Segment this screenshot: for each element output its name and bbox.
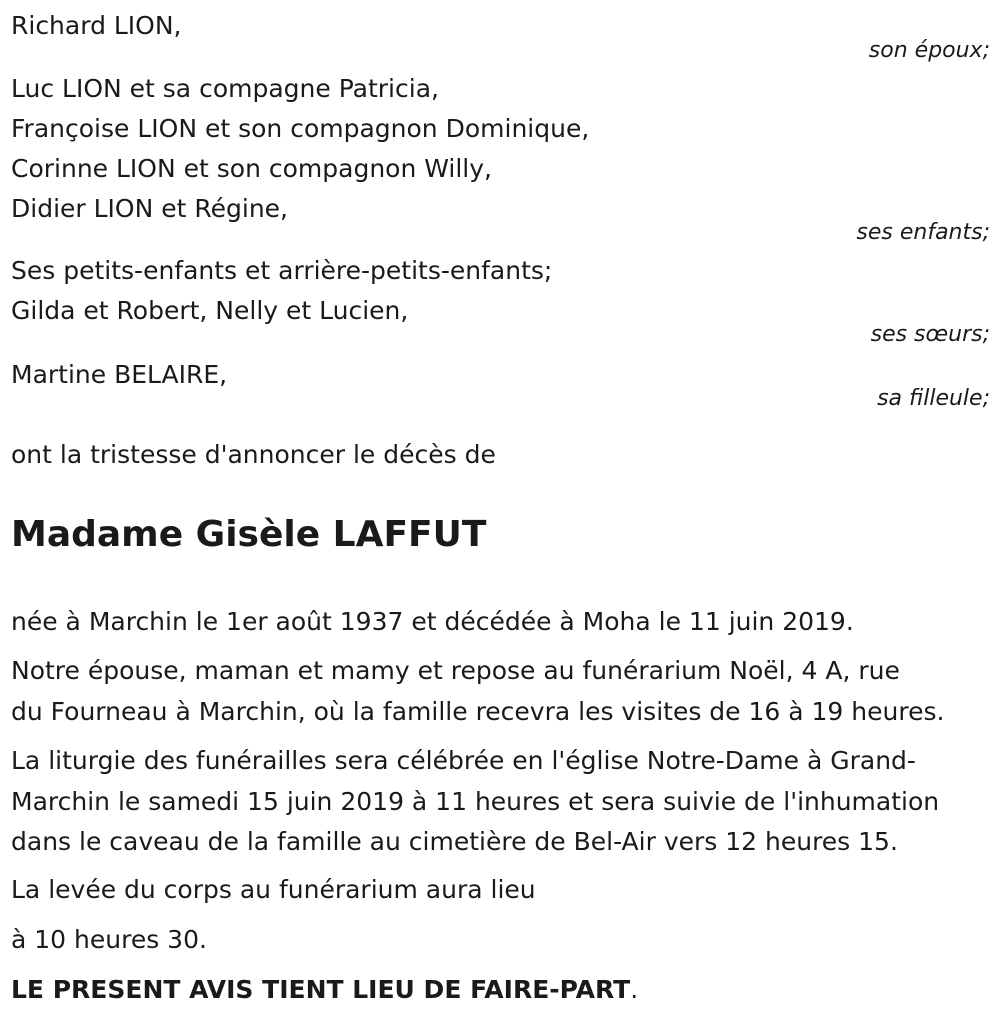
sisters-line: Gilda et Robert, Nelly et Lucien, bbox=[11, 296, 409, 325]
goddaughter-name: Martine BELAIRE, bbox=[11, 360, 228, 389]
sisters-role: ses sœurs; bbox=[870, 322, 990, 347]
grandchildren-line: Ses petits-enfants et arrière-petits-enfants; bbox=[11, 256, 553, 285]
announcement-line: ont la tristesse d'annoncer le décès de bbox=[11, 440, 496, 469]
liturgy-line: Marchin le samedi 15 juin 2019 à 11 heures et sera suivie de l'inhumation bbox=[11, 787, 940, 816]
liturgy-line: dans le caveau de la famille au cimetière de Bel-Air vers 12 heures 15. bbox=[11, 827, 898, 856]
levee-time-line: à 10 heures 30. bbox=[11, 925, 207, 954]
goddaughter-role: sa filleule; bbox=[877, 386, 990, 411]
levee-line: La levée du corps au funérarium aura lieu bbox=[11, 875, 536, 904]
liturgy-line: La liturgie des funérailles sera célébrée en l'église Notre-Dame à Grand- bbox=[11, 746, 916, 775]
closing-statement bbox=[11, 975, 638, 1005]
spouse-role: son époux; bbox=[868, 38, 990, 63]
deceased-name: Madame Gisèle LAFFUT bbox=[11, 514, 487, 555]
child-line: Luc LION et sa compagne Patricia, bbox=[11, 74, 439, 103]
child-line: Corinne LION et son compagnon Willy, bbox=[11, 154, 492, 183]
birth-death-line: née à Marchin le 1er août 1937 et décédée à Moha le 11 juin 2019. bbox=[11, 607, 854, 636]
child-line: Didier LION et Régine, bbox=[11, 194, 288, 223]
children-role: ses enfants; bbox=[856, 220, 990, 245]
closing-text: LE PRESENT AVIS TIENT LIEU DE FAIRE-PART bbox=[11, 975, 631, 1004]
repose-line: Notre épouse, maman et mamy et repose au funérarium Noël, 4 A, rue bbox=[11, 656, 900, 685]
spouse-name: Richard LION, bbox=[11, 11, 182, 40]
closing-dot: . bbox=[630, 975, 639, 1004]
repose-line: du Fourneau à Marchin, où la famille recevra les visites de 16 à 19 heures. bbox=[11, 697, 945, 726]
child-line: Françoise LION et son compagnon Dominique, bbox=[11, 114, 590, 143]
